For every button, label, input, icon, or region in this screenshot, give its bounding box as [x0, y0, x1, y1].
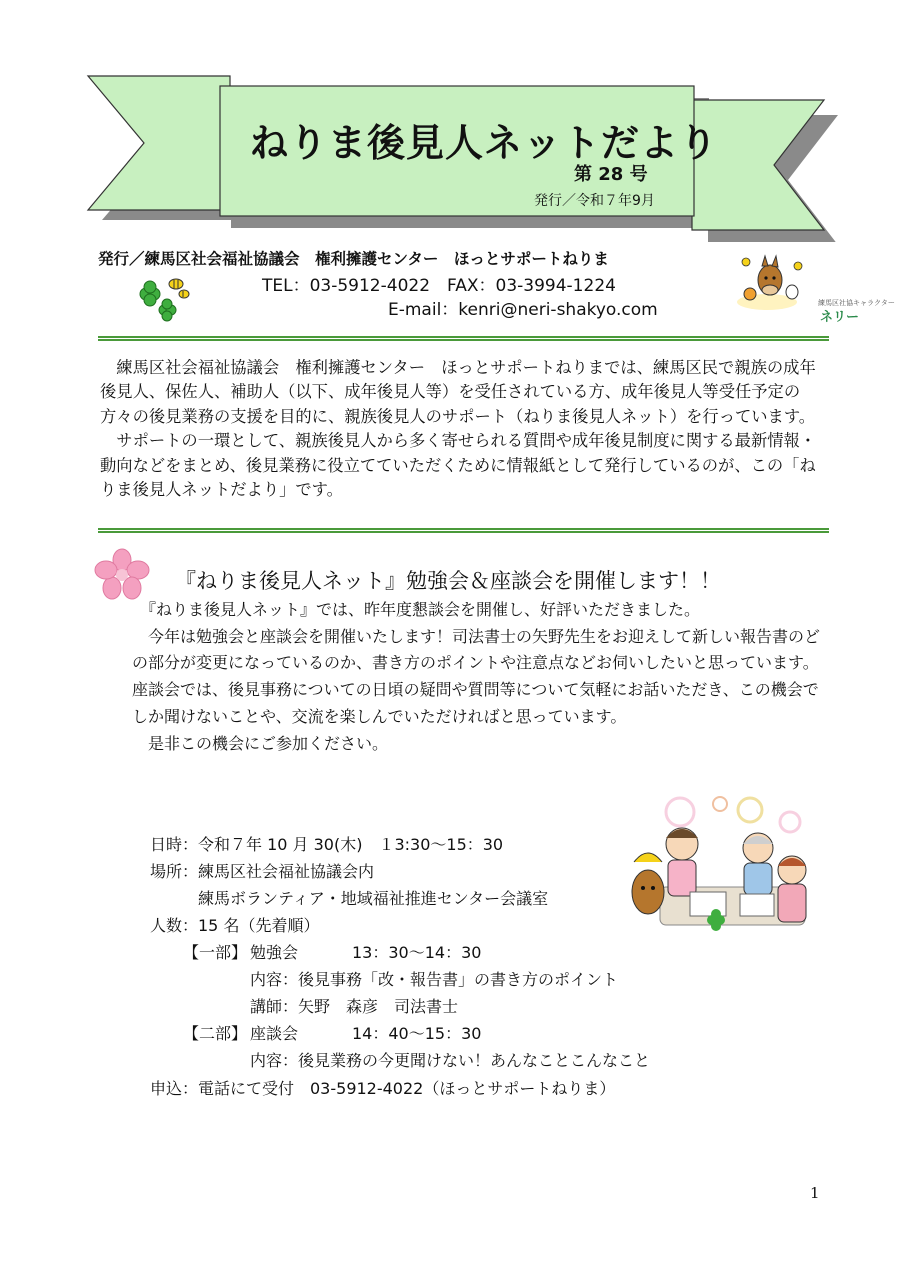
article-paragraph-2: 今年は勉強会と座談会を開催いたします！司法書士の矢野先生をお迎えして新しい報告書のどの部分が変更になっているのか、書き方のポイントや注意点などお伺いしたいと思っています。座談会では、後見事務についての日頃の疑問や質問等について気軽にお話いただき、この機会でしか聞けないことや、交流を楽しんでいただければと思っています。: [132, 626, 821, 726]
mascot-name: ネリー: [820, 310, 860, 325]
newsletter-title: ねりま後見人ネットだより: [250, 121, 719, 165]
cherry-blossom-icon: [94, 548, 150, 600]
intro-paragraph-1: 練馬区社会福祉協議会 権利擁護センター ほっとサポートねりまでは、練馬区民で親族の成年後見人、保佐人、補助人（以下、成年後見人等）を受任されている方、成年後見人等受任予定の方々の後見業務の支援を目的に、親族後見人のサポート（ねりま後見人ネット）を行っています。: [100, 358, 816, 426]
part1-name: 勉強会: [250, 943, 299, 962]
article-heading: 『ねりま後見人ネット』勉強会＆座談会を開催します！！: [175, 569, 721, 593]
event-datetime: 日時：令和７年 10 月 30(木) １3:30〜15：30: [150, 835, 504, 854]
event-venue-1: 場所：練馬区社会福祉協議会内: [150, 862, 375, 881]
email-line: E-mail：kenri@neri-shakyo.com: [388, 300, 658, 320]
issue-date: 発行／令和７年9月: [534, 193, 655, 209]
part1-lecturer: 講師：矢野 森彦 司法書士: [250, 997, 459, 1016]
tel-fax-line: TEL：03-5912-4022 FAX：03-3994-1224: [262, 276, 616, 296]
article-paragraph-3: 是非この機会にご参加ください。: [148, 733, 389, 753]
part1-content: 内容：後見事務「改・報告書」の書き方のポイント: [250, 970, 619, 989]
part2-label: 【二部】: [183, 1024, 248, 1043]
event-capacity: 人数：15 名（先着順）: [150, 916, 320, 935]
page-number: 1: [810, 1184, 820, 1202]
intro-paragraph-2: サポートの一環として、親族後見人から多く寄せられる質問や成年後見制度に関する最新情報・動向などをまとめ、後見業務に役立てていただくために情報紙として発行しているのが、この「ねりま後見人ネットだより」です。: [100, 431, 817, 500]
publisher-line: 発行／練馬区社会福祉協議会 権利擁護センター ほっとサポートねりま: [98, 250, 609, 268]
part2-name: 座談会: [250, 1024, 299, 1043]
intro-text: [100, 356, 830, 502]
part1-time: 13：30〜14：30: [352, 943, 482, 962]
mascot-horse-icon: [732, 250, 812, 320]
mascot-caption: 練馬区社協キャラクター: [818, 299, 895, 307]
meeting-illustration: [620, 792, 820, 960]
part2-content: 内容：後見業務の今更聞けない！あんなことこんなこと: [250, 1051, 651, 1070]
divider-bottom: [98, 528, 829, 533]
event-apply: 申込：電話にて受付 03-5912-4022（ほっとサポートねりま）: [150, 1079, 616, 1098]
divider-top: [98, 336, 829, 341]
article-paragraph-1: 『ねりま後見人ネット』では、昨年度懇談会を開催し、好評いただきました。: [140, 600, 701, 619]
issue-number: 第 28 号: [574, 164, 648, 185]
part1-label: 【一部】: [183, 943, 248, 962]
clover-bee-icon: [134, 272, 192, 322]
event-venue-2: 練馬ボランティア・地域福祉推進センター会議室: [198, 889, 549, 908]
part2-time: 14：40〜15：30: [352, 1024, 482, 1043]
article-text: [132, 597, 832, 757]
